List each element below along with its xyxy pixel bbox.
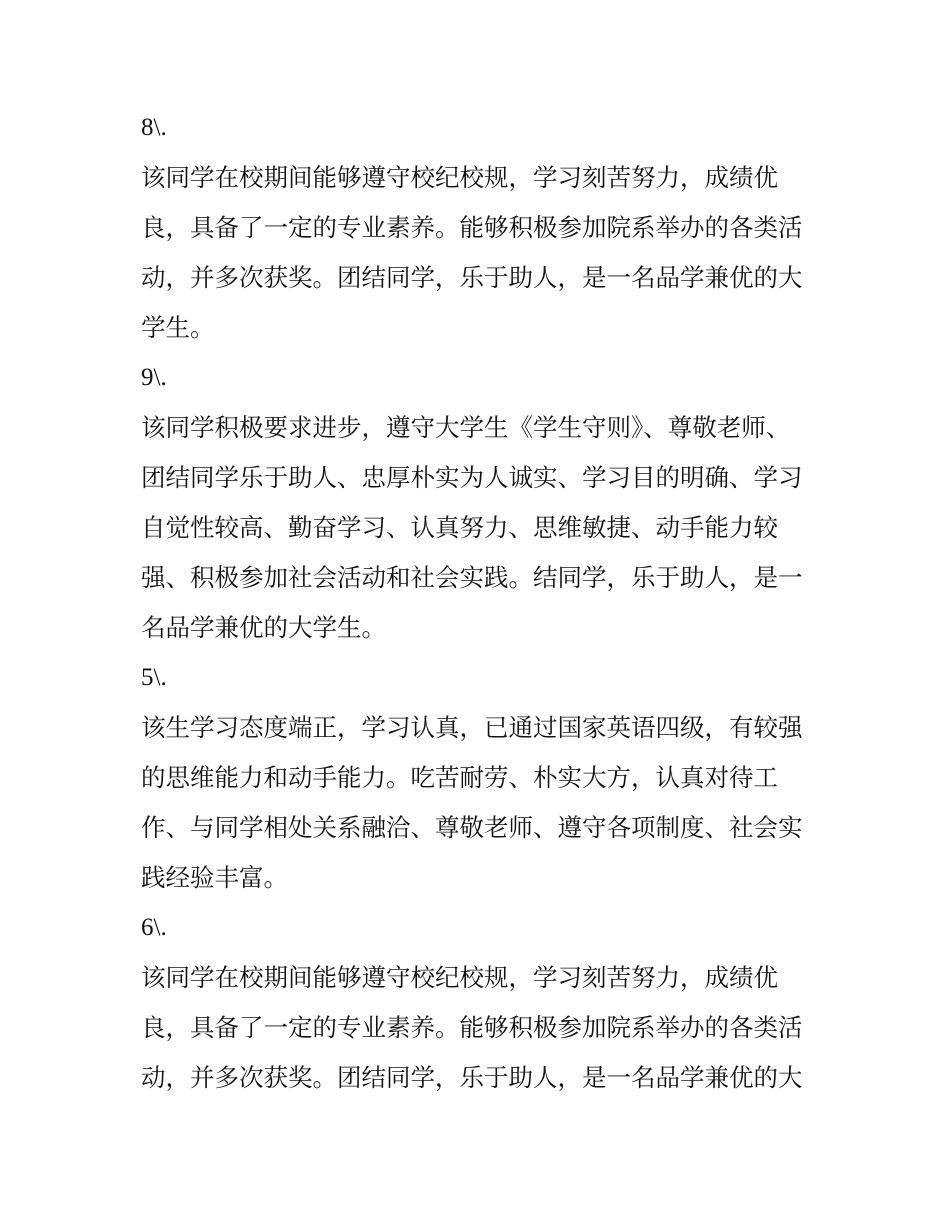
section-6 bbox=[141, 903, 813, 1103]
paragraph-line: 践经验丰富。 bbox=[141, 863, 288, 892]
paragraph-line: 该生学习态度端正，学习认真，已通过国家英语四级，有较强 bbox=[141, 713, 803, 742]
section-9 bbox=[141, 353, 813, 653]
paragraph-line: 良，具备了一定的专业素养。能够积极参加院系举办的各类活 bbox=[141, 1013, 803, 1042]
section-number: 9\. bbox=[141, 364, 167, 391]
section-number: 5\. bbox=[141, 664, 167, 691]
section-number: 6\. bbox=[141, 914, 167, 941]
paragraph bbox=[141, 403, 813, 653]
paragraph bbox=[141, 153, 813, 353]
section-8 bbox=[141, 103, 813, 353]
paragraph-line: 该同学积极要求进步，遵守大学生《学生守则》、尊敬老师、 bbox=[141, 413, 791, 442]
section-5 bbox=[141, 653, 813, 903]
paragraph-line: 该同学在校期间能够遵守校纪校规，学习刻苦努力，成绩优 bbox=[141, 963, 778, 992]
paragraph-line: 动，并多次获奖。团结同学，乐于助人，是一名品学兼优的大 bbox=[141, 1063, 803, 1092]
paragraph-line: 学生。 bbox=[141, 313, 215, 342]
paragraph-line: 作、与同学相处关系融洽、尊敬老师、遵守各项制度、社会实 bbox=[141, 813, 803, 842]
paragraph-line: 的思维能力和动手能力。吃苦耐劳、朴实大方，认真对待工 bbox=[141, 763, 778, 792]
paragraph-line: 良，具备了一定的专业素养。能够积极参加院系举办的各类活 bbox=[141, 213, 803, 242]
paragraph-line: 团结同学乐于助人、忠厚朴实为人诚实、学习目的明确、学习 bbox=[141, 463, 803, 492]
document-body bbox=[141, 103, 813, 1103]
section-number: 8\. bbox=[141, 114, 167, 141]
paragraph bbox=[141, 703, 813, 903]
paragraph-line: 名品学兼优的大学生。 bbox=[141, 613, 386, 642]
paragraph-line: 该同学在校期间能够遵守校纪校规，学习刻苦努力，成绩优 bbox=[141, 163, 778, 192]
paragraph-line: 动，并多次获奖。团结同学，乐于助人，是一名品学兼优的大 bbox=[141, 263, 803, 292]
paragraph bbox=[141, 953, 813, 1103]
paragraph-line: 自觉性较高、勤奋学习、认真努力、思维敏捷、动手能力较 bbox=[141, 513, 778, 542]
paragraph-line: 强、积极参加社会活动和社会实践。结同学，乐于助人，是一 bbox=[141, 563, 803, 592]
